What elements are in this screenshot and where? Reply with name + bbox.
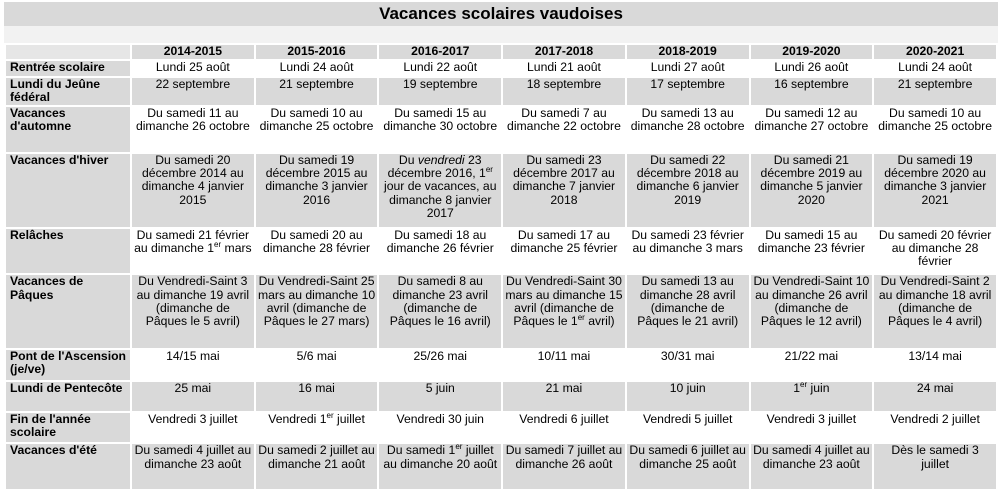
table-cell: Du samedi 8 au dimanche 23 avril (dimanche de Pâques le 16 avril)	[379, 275, 501, 348]
table-row	[6, 413, 996, 442]
table-cell: 14/15 mai	[132, 350, 254, 379]
year-header: 2017-2018	[503, 45, 625, 59]
table-cell: 5/6 mai	[256, 350, 378, 379]
table-cell: Du samedi 12 au dimanche 27 octobre	[751, 107, 873, 152]
header-row	[6, 45, 996, 59]
table-cell: Vendredi 1er juillet	[256, 413, 378, 442]
table-row	[6, 229, 996, 274]
spacer-row	[4, 26, 998, 43]
table-cell: Vendredi 5 juillet	[627, 413, 749, 442]
table-cell: Du samedi 2 juillet au dimanche 21 août	[256, 444, 378, 489]
holidays-table	[4, 43, 998, 491]
table-cell: Lundi 24 août	[256, 61, 378, 76]
row-label: Rentrée scolaire	[6, 61, 130, 76]
table-cell: 1er juin	[751, 382, 873, 411]
table-row	[6, 61, 996, 76]
table-cell: Lundi 25 août	[132, 61, 254, 76]
table-cell: Lundi 22 août	[379, 61, 501, 76]
table-cell: Du Vendredi-Saint 25 mars au dimanche 10 avril (dimanche de Pâques le 27 mars)	[256, 275, 378, 348]
table-cell: Du samedi 23 février au dimanche 3 mars	[627, 229, 749, 274]
table-cell: Du samedi 22 décembre 2018 au dimanche 6 janvier 2019	[627, 154, 749, 227]
table-cell: Vendredi 3 juillet	[132, 413, 254, 442]
table-cell: Du samedi 1er juillet au dimanche 20 août	[379, 444, 501, 489]
table-row	[6, 154, 996, 227]
table-cell: Du samedi 15 au dimanche 30 octobre	[379, 107, 501, 152]
row-label: Vacances de Pâques	[6, 275, 130, 348]
table-cell: Du samedi 13 au dimanche 28 octobre	[627, 107, 749, 152]
table-cell: Du samedi 21 février au dimanche 1er mars	[132, 229, 254, 274]
year-header: 2014-2015	[132, 45, 254, 59]
table-cell: Dès le samedi 3 juillet	[874, 444, 996, 489]
table-cell: Du Vendredi-Saint 2 au dimanche 18 avril (dimanche de Pâques le 4 avril)	[874, 275, 996, 348]
table-cell: Vendredi 30 juin	[379, 413, 501, 442]
year-header: 2018-2019	[627, 45, 749, 59]
table-cell: Du samedi 10 au dimanche 25 octobre	[256, 107, 378, 152]
row-label: Relâches	[6, 229, 130, 274]
table-cell: Du samedi 17 au dimanche 25 février	[503, 229, 625, 274]
table-cell: 19 septembre	[379, 78, 501, 105]
table-cell: Du samedi 19 décembre 2015 au dimanche 3 janvier 2016	[256, 154, 378, 227]
table-cell: Lundi 21 août	[503, 61, 625, 76]
table-cell: 16 septembre	[751, 78, 873, 105]
table-row	[6, 444, 996, 489]
table-cell: Du samedi 4 juillet au dimanche 23 août	[132, 444, 254, 489]
table-cell: Du samedi 18 au dimanche 26 février	[379, 229, 501, 274]
table-cell: Du samedi 10 au dimanche 25 octobre	[874, 107, 996, 152]
table-cell: Lundi 27 août	[627, 61, 749, 76]
header-corner	[6, 45, 130, 59]
table-cell: 18 septembre	[503, 78, 625, 105]
row-label: Vacances d'automne	[6, 107, 130, 152]
table-cell: Du samedi 20 février au dimanche 28 février	[874, 229, 996, 274]
year-header: 2015-2016	[256, 45, 378, 59]
table-cell: Du samedi 23 décembre 2017 au dimanche 7 janvier 2018	[503, 154, 625, 227]
table-cell: Du samedi 11 au dimanche 26 octobre	[132, 107, 254, 152]
table-cell: 21/22 mai	[751, 350, 873, 379]
table-cell: Du samedi 20 décembre 2014 au dimanche 4 janvier 2015	[132, 154, 254, 227]
row-label: Vacances d'hiver	[6, 154, 130, 227]
table-row	[6, 78, 996, 105]
table-cell: Du vendredi 23 décembre 2016, 1er jour de vacances, au dimanche 8 janvier 2017	[379, 154, 501, 227]
table-cell: 24 mai	[874, 382, 996, 411]
table-row	[6, 350, 996, 379]
table-cell: Du samedi 7 juillet au dimanche 26 août	[503, 444, 625, 489]
year-header: 2016-2017	[379, 45, 501, 59]
table-cell: 13/14 mai	[874, 350, 996, 379]
year-header: 2019-2020	[751, 45, 873, 59]
table-cell: Du samedi 21 décembre 2019 au dimanche 5 janvier 2020	[751, 154, 873, 227]
table-cell: Lundi 26 août	[751, 61, 873, 76]
row-label: Lundi du Jeûne fédéral	[6, 78, 130, 105]
row-label: Pont de l'Ascension (je/ve)	[6, 350, 130, 379]
table-cell: 10 juin	[627, 382, 749, 411]
page-title: Vacances scolaires vaudoises	[4, 2, 998, 26]
row-label: Fin de l'année scolaire	[6, 413, 130, 442]
table-row	[6, 382, 996, 411]
table-cell: Vendredi 6 juillet	[503, 413, 625, 442]
table-cell: Du Vendredi-Saint 10 au dimanche 26 avril (dimanche de Pâques le 12 avril)	[751, 275, 873, 348]
table-cell: Du samedi 20 au dimanche 28 février	[256, 229, 378, 274]
table-cell: Du samedi 7 au dimanche 22 octobre	[503, 107, 625, 152]
table-cell: 5 juin	[379, 382, 501, 411]
table-cell: 30/31 mai	[627, 350, 749, 379]
table-cell: Du samedi 4 juillet au dimanche 23 août	[751, 444, 873, 489]
table-cell: 21 septembre	[256, 78, 378, 105]
table-cell: Du Vendredi-Saint 3 au dimanche 19 avril (dimanche de Pâques le 5 avril)	[132, 275, 254, 348]
table-cell: Du samedi 19 décembre 2020 au dimanche 3 janvier 2021	[874, 154, 996, 227]
table-cell: 21 septembre	[874, 78, 996, 105]
table-cell: Lundi 24 août	[874, 61, 996, 76]
row-label: Lundi de Pentecôte	[6, 382, 130, 411]
table-cell: Du samedi 15 au dimanche 23 février	[751, 229, 873, 274]
table-cell: Vendredi 3 juillet	[751, 413, 873, 442]
table-cell: 22 septembre	[132, 78, 254, 105]
table-cell: 25 mai	[132, 382, 254, 411]
table-cell: 16 mai	[256, 382, 378, 411]
table-cell: 17 septembre	[627, 78, 749, 105]
table-cell: Du samedi 13 au dimanche 28 avril (dimanche de Pâques le 21 avril)	[627, 275, 749, 348]
table-row	[6, 275, 996, 348]
row-label: Vacances d'été	[6, 444, 130, 489]
table-row	[6, 107, 996, 152]
table-cell: Du samedi 6 juillet au dimanche 25 août	[627, 444, 749, 489]
table-cell: 25/26 mai	[379, 350, 501, 379]
table-cell: 21 mai	[503, 382, 625, 411]
table-cell: Vendredi 2 juillet	[874, 413, 996, 442]
table-cell: Du Vendredi-Saint 30 mars au dimanche 15 avril (dimanche de Pâques le 1er avril)	[503, 275, 625, 348]
table-cell: 10/11 mai	[503, 350, 625, 379]
year-header: 2020-2021	[874, 45, 996, 59]
